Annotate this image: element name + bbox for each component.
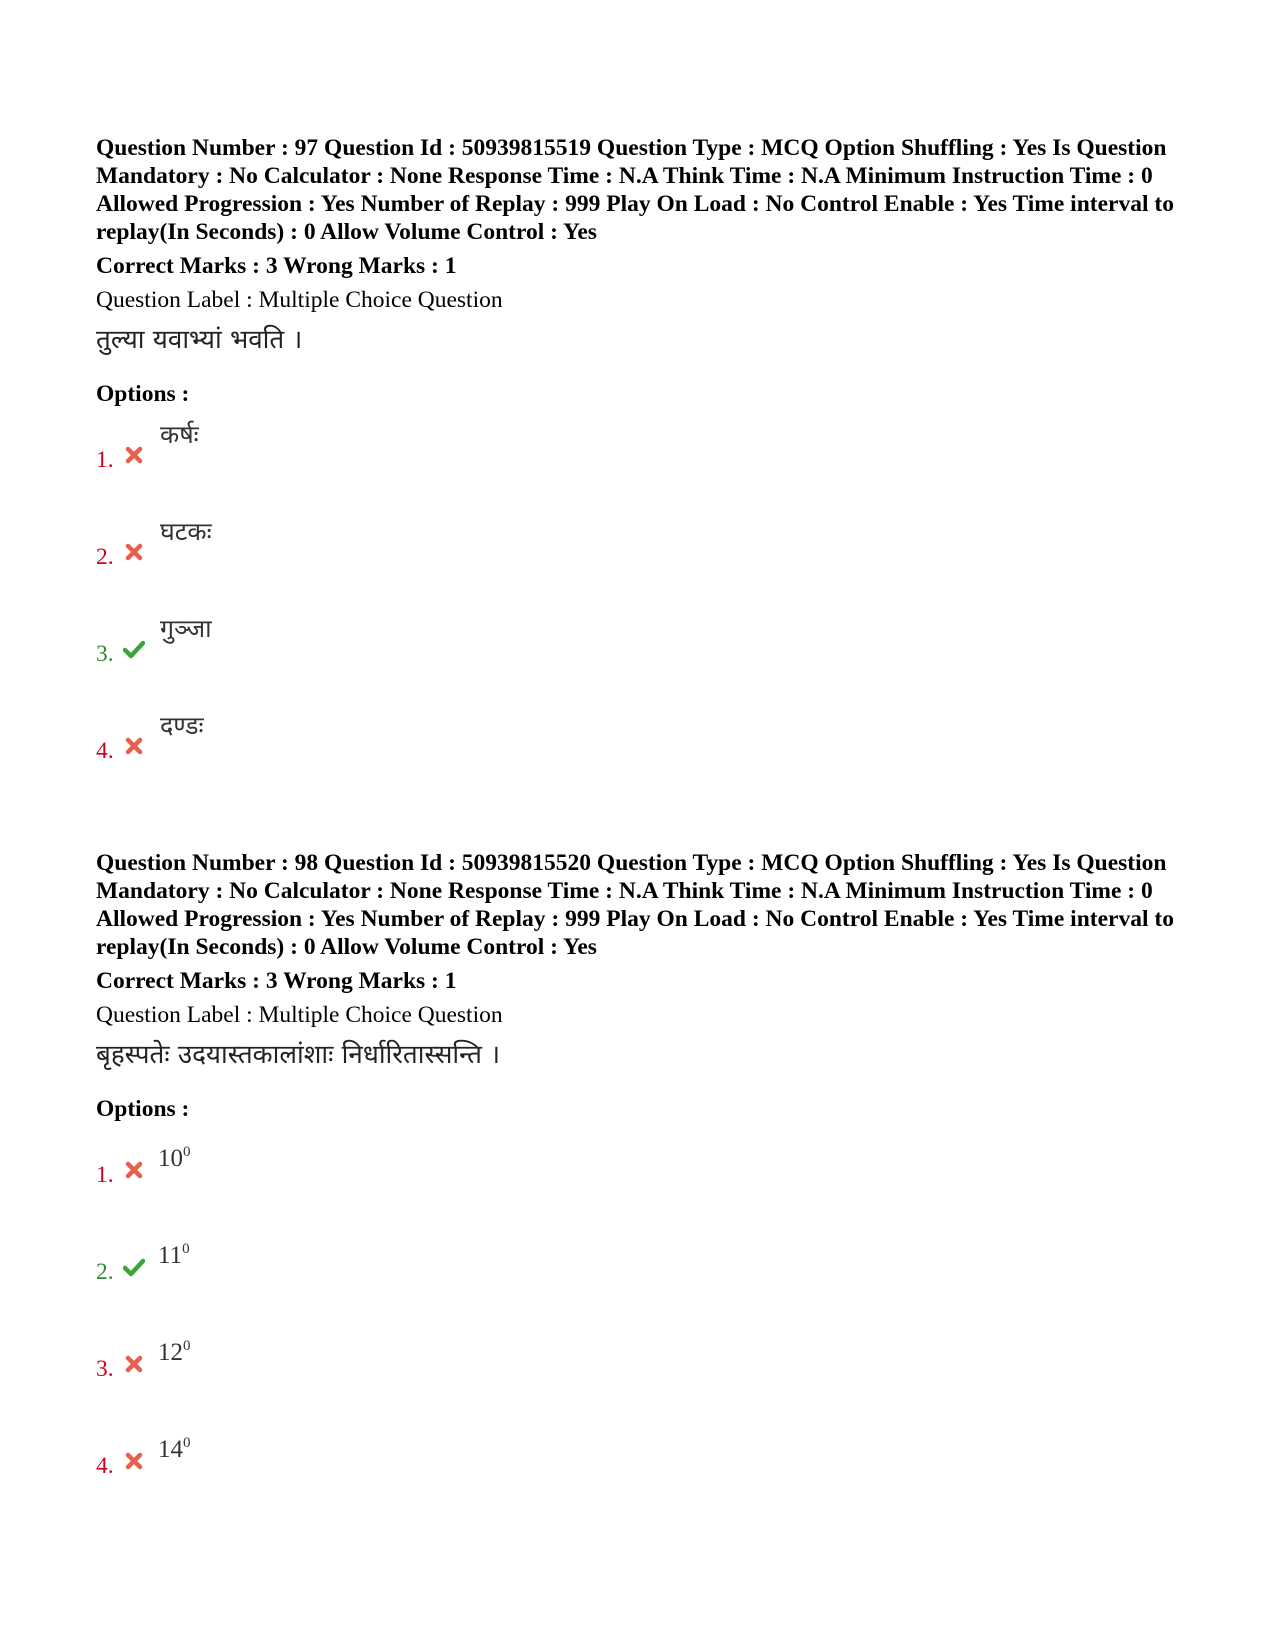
question-block-97 (96, 134, 1206, 804)
question-meta: Question Number : 97 Question Id : 50939815519 Question Type : MCQ Option Shuffling : Yes Is Question Mandatory : No Calculator : None Response Time : N.A Think Time : N.A Minimum Instruction Time : 0 Allowed Progression : Yes Number of Replay : 999 Play On Load : No Control Enable : Yes Time interval to replay(In Seconds) : 0 Allow Volume Control : Yes (96, 135, 1174, 245)
question-label: Question Label : Multiple Choice Question (96, 1002, 503, 1028)
question-block-98 (96, 849, 1206, 1519)
option-number: 1. (96, 447, 114, 473)
option-value: $14^0$ (158, 1435, 191, 1463)
option-number: 3. (96, 1356, 114, 1382)
option-value: $11^0$ (158, 1241, 190, 1269)
option-text: कर्षः (160, 420, 199, 449)
options-heading: Options : (96, 1096, 190, 1122)
option-text: गुञ्जा (160, 614, 212, 643)
option-2 (96, 513, 1206, 610)
option-value: $12^0$ (158, 1338, 191, 1366)
degree-superscript: 0 (183, 1144, 191, 1160)
options-list (96, 416, 1206, 804)
cross-icon (123, 541, 145, 563)
option-3 (96, 610, 1206, 707)
option-4 (96, 707, 1206, 804)
option-number: 1. (96, 1162, 114, 1188)
option-3 (96, 1325, 1206, 1422)
option-number: 2. (96, 544, 114, 570)
question-marks: Correct Marks : 3 Wrong Marks : 1 (96, 968, 457, 994)
question-marks: Correct Marks : 3 Wrong Marks : 1 (96, 253, 457, 279)
degree-superscript: 0 (182, 1241, 190, 1257)
option-1 (96, 416, 1206, 513)
option-4 (96, 1422, 1206, 1519)
cross-icon (123, 1159, 145, 1181)
option-text: घटकः (160, 517, 212, 546)
cross-icon (123, 1450, 145, 1472)
option-number: 4. (96, 1453, 114, 1479)
cross-icon (123, 444, 145, 466)
cross-icon (123, 735, 145, 757)
option-number: 3. (96, 641, 114, 667)
option-2 (96, 1228, 1206, 1325)
cross-icon (123, 1353, 145, 1375)
option-text: दण्डः (160, 711, 204, 740)
option-1 (96, 1131, 1206, 1228)
check-icon (123, 638, 145, 660)
options-heading: Options : (96, 381, 190, 407)
question-meta: Question Number : 98 Question Id : 50939815520 Question Type : MCQ Option Shuffling : Yes Is Question Mandatory : No Calculator : None Response Time : N.A Think Time : N.A Minimum Instruction Time : 0 Allowed Progression : Yes Number of Replay : 999 Play On Load : No Control Enable : Yes Time interval to replay(In Seconds) : 0 Allow Volume Control : Yes (96, 850, 1174, 960)
question-label: Question Label : Multiple Choice Question (96, 287, 503, 313)
question-text: बृहस्पतेः उदयास्तकालांशाः निर्धारितास्सन्ति । (96, 1040, 501, 1070)
degree-superscript: 0 (183, 1338, 191, 1354)
options-list (96, 1131, 1206, 1519)
check-icon (123, 1256, 145, 1278)
degree-superscript: 0 (183, 1435, 191, 1451)
option-value: $10^0$ (158, 1144, 191, 1172)
option-number: 4. (96, 738, 114, 764)
option-number: 2. (96, 1259, 114, 1285)
question-text: तुल्या यवाभ्यां भवति । (96, 325, 303, 355)
